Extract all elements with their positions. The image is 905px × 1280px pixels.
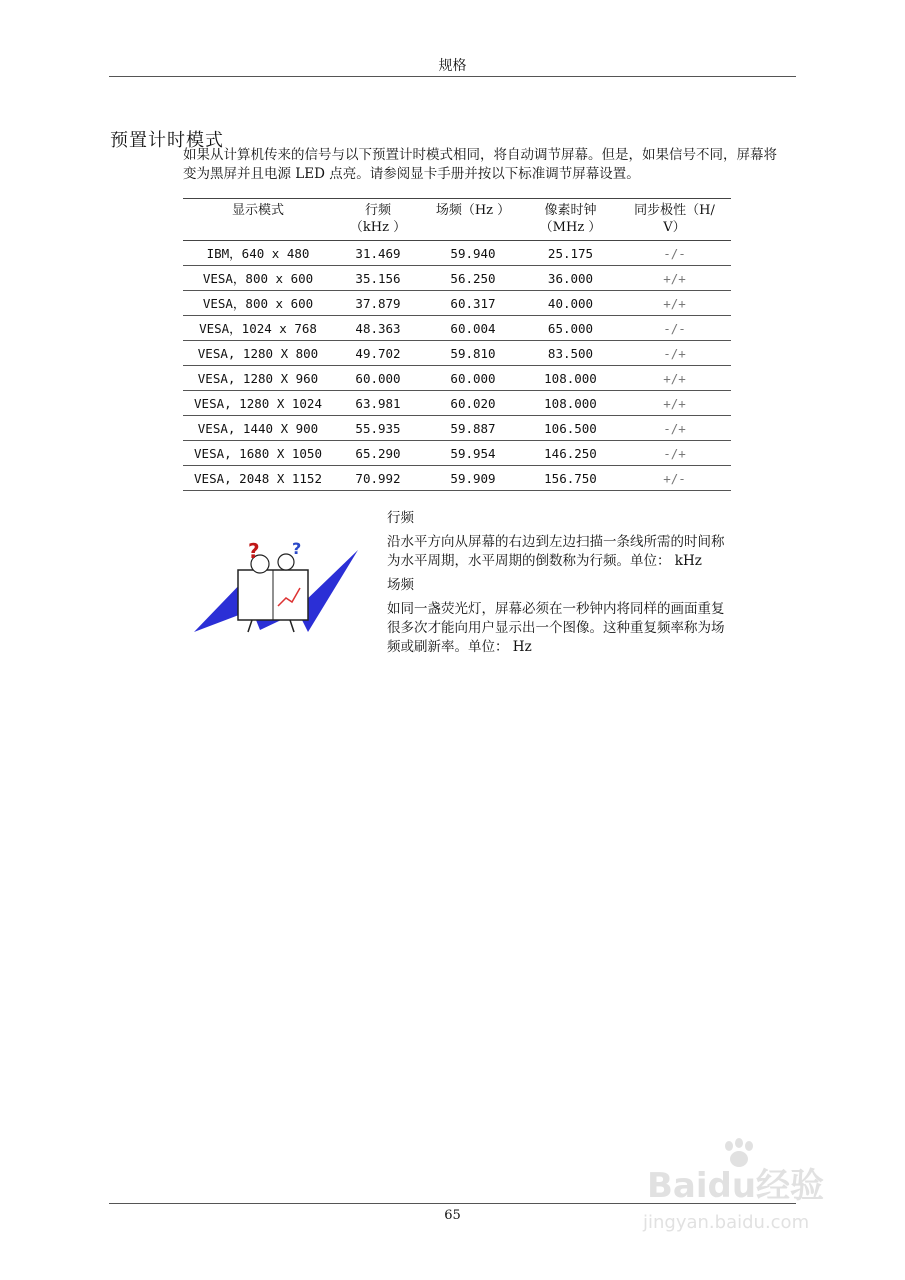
cell-v-freq: 60.317 [423,291,523,316]
cell-pixel-clock: 108.000 [523,391,618,416]
cell-h-freq: 65.290 [333,441,423,466]
table-row [183,341,731,366]
cell-mode: VESA, 2048 X 1152 [183,466,333,491]
table-header-row [183,199,731,241]
glossary-term-horizontal-frequency: 行频 [387,510,414,526]
cell-mode: IBM，640 x 480 [183,241,333,266]
cell-pixel-clock: 36.000 [523,266,618,291]
cell-polarity: -/- [618,241,731,266]
glossary-term-vertical-frequency: 场频 [387,577,414,593]
svg-text:?: ? [248,540,260,563]
preset-timing-table [183,198,731,491]
cell-mode: VESA，800 x 600 [183,266,333,291]
cell-v-freq: 59.954 [423,441,523,466]
cell-polarity: +/+ [618,266,731,291]
cell-polarity: +/+ [618,291,731,316]
cell-polarity: -/- [618,316,731,341]
cell-mode: VESA, 1280 X 960 [183,366,333,391]
cell-polarity: -/+ [618,416,731,441]
cell-h-freq: 55.935 [333,416,423,441]
cell-v-freq: 60.020 [423,391,523,416]
cell-v-freq: 56.250 [423,266,523,291]
cell-polarity: +/+ [618,391,731,416]
table-row [183,366,731,391]
cell-mode: VESA, 1440 X 900 [183,416,333,441]
cell-h-freq: 60.000 [333,366,423,391]
table-row [183,416,731,441]
table-row [183,441,731,466]
cell-pixel-clock: 65.000 [523,316,618,341]
cell-mode: VESA，800 x 600 [183,291,333,316]
cell-v-freq: 59.887 [423,416,523,441]
table-row [183,266,731,291]
page-header-title: 规格 [438,58,467,74]
cell-pixel-clock: 106.500 [523,416,618,441]
cell-mode: VESA, 1280 X 1024 [183,391,333,416]
header-sync-polarity: 同步极性（H/ V） [618,199,731,241]
cell-h-freq: 37.879 [333,291,423,316]
cell-pixel-clock: 83.500 [523,341,618,366]
glossary [387,509,732,662]
cell-polarity: +/+ [618,366,731,391]
confused-reader-illustration-icon [190,540,362,636]
cell-h-freq: 49.702 [333,341,423,366]
cell-pixel-clock: 146.250 [523,441,618,466]
cell-h-freq: 48.363 [333,316,423,341]
header-display-mode: 显示模式 [183,199,333,241]
table-row [183,466,731,491]
cell-mode: VESA, 1280 X 800 [183,341,333,366]
svg-text:?: ? [292,540,302,558]
page-number: 65 [444,1208,461,1223]
intro-paragraph: 如果从计算机传来的信号与以下预置计时模式相同，将自动调节屏幕。但是，如果信号不同，屏幕将变为黑屏并且电源 LED 点亮。请参阅显卡手册并按以下标准调节屏幕设置。 [183,147,777,182]
cell-h-freq: 70.992 [333,466,423,491]
cell-polarity: -/+ [618,341,731,366]
header-pixel-clock: 像素时钟 （MHz ） [523,199,618,241]
watermark-logo-text: Baidu经验 [647,1166,825,1206]
header-vertical-frequency: 场频（Hz ） [423,199,523,241]
baidu-watermark [633,1138,853,1248]
watermark-url: jingyan.baidu.com [643,1212,810,1233]
cell-pixel-clock: 25.175 [523,241,618,266]
table-row [183,316,731,341]
cell-v-freq: 60.004 [423,316,523,341]
table-row [183,291,731,316]
section-title: 预置计时模式 [110,129,224,151]
cell-pixel-clock: 108.000 [523,366,618,391]
header-horizontal-frequency: 行频 （kHz ） [333,199,423,241]
table-row [183,241,731,266]
cell-v-freq: 59.909 [423,466,523,491]
cell-h-freq: 31.469 [333,241,423,266]
cell-polarity: +/- [618,466,731,491]
cell-v-freq: 59.810 [423,341,523,366]
cell-mode: VESA，1024 x 768 [183,316,333,341]
glossary-def-horizontal-frequency: 沿水平方向从屏幕的右边到左边扫描一条线所需的时间称为水平周期，水平周期的倒数称为行频。单位： kHz [387,534,725,569]
cell-h-freq: 63.981 [333,391,423,416]
table-row [183,391,731,416]
header-divider [109,76,796,77]
cell-pixel-clock: 156.750 [523,466,618,491]
footer-divider [109,1203,796,1204]
cell-pixel-clock: 40.000 [523,291,618,316]
cell-polarity: -/+ [618,441,731,466]
glossary-def-vertical-frequency: 如同一盏荧光灯，屏幕必须在一秒钟内将同样的画面重复很多次才能向用户显示出一个图像。这种重复频率称为场频或刷新率。单位： Hz [387,601,725,655]
cell-v-freq: 60.000 [423,366,523,391]
cell-v-freq: 59.940 [423,241,523,266]
cell-mode: VESA, 1680 X 1050 [183,441,333,466]
cell-h-freq: 35.156 [333,266,423,291]
